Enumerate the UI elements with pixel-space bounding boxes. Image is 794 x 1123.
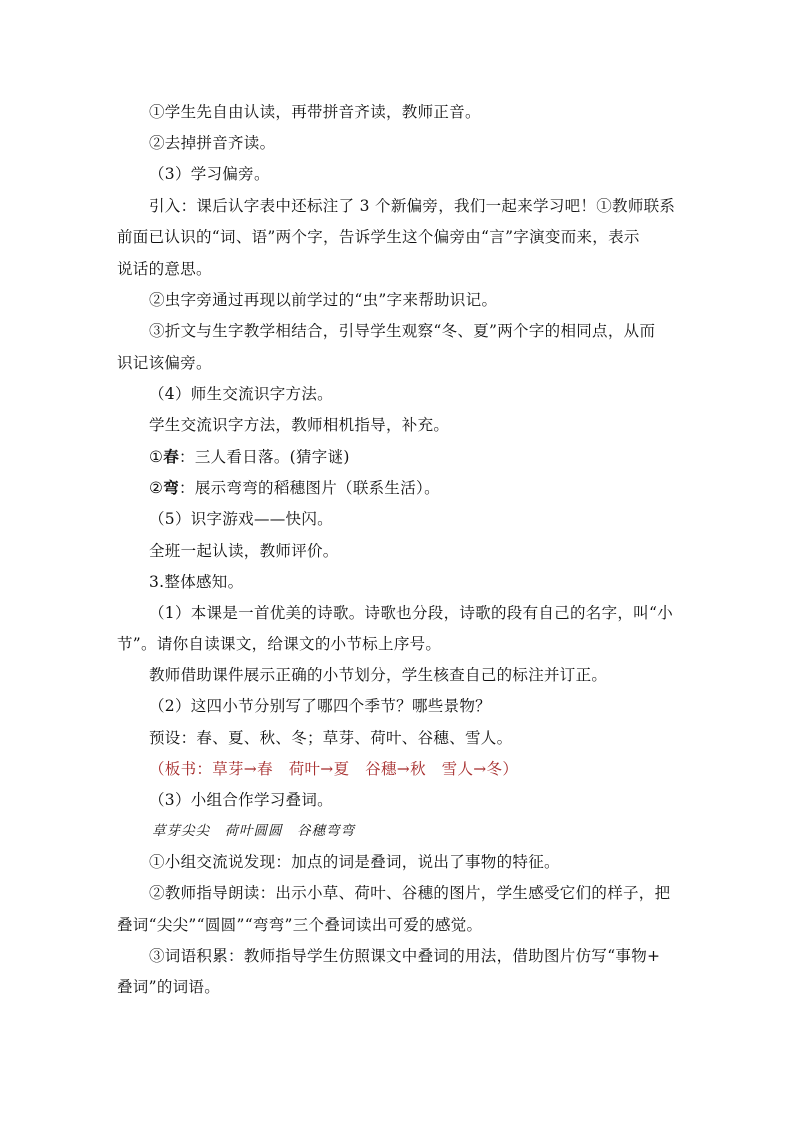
text-line: 全班一起认读，教师评价。 (149, 542, 339, 560)
text-line: 叠词”的词语。 (117, 978, 221, 996)
reduplicated-words-example: 草芽尖尖 荷叶圆圆 谷穗弯弯 (152, 823, 355, 839)
section-heading: （3）小组合作学习叠词。 (149, 791, 333, 809)
section-heading: （5）识字游戏——快闪。 (149, 510, 333, 528)
text-line: ②去掉拼音齐读。 (149, 134, 276, 152)
keyword: 弯 (163, 478, 180, 497)
text-line: 说话的意思。 (117, 260, 212, 278)
text-line: （1）本课是一首优美的诗歌。诗歌也分段，诗歌的段有自己的名字，叫“小 (149, 604, 673, 622)
text-line: （2）这四小节分别写了哪四个季节？哪些景物？ (149, 697, 491, 715)
text-line: 节”。请你自读课文，给课文的小节标上序号。 (117, 635, 442, 653)
text-line: ③词语积累：教师指导学生仿照课文中叠词的用法，借助图片仿写“事物+ (149, 947, 661, 965)
text-line (149, 478, 440, 498)
text-line (149, 447, 350, 467)
section-heading: 3.整体感知。 (149, 573, 244, 591)
list-marker: ② (149, 479, 164, 497)
text-line: 前面已认识的“词、语”两个字，告诉学生这个偏旁由“言”字演变而来，表示 (117, 228, 640, 246)
text-line: ①小组交流说发现：加点的词是叠词，说出了事物的特征。 (149, 853, 560, 871)
blackboard-note: （板书：草芽→春 荷叶→夏 谷穗→秋 雪人→冬） (149, 760, 519, 778)
text-line: 引入：课后认字表中还标注了 3 个新偏旁，我们一起来学习吧！①教师联系 (149, 197, 676, 215)
text-line: ②虫字旁通过再现以前学过的“虫”字来帮助识记。 (149, 291, 498, 309)
text-line: ②教师指导朗读：出示小草、荷叶、谷穗的图片，学生感受它们的样子，把 (149, 884, 671, 902)
line-rest: ：三人看日落。(猜字谜) (179, 448, 350, 466)
text-line: ③折文与生字教学相结合，引导学生观察“冬、夏”两个字的相同点，从而 (149, 322, 656, 340)
keyword: 春 (163, 447, 180, 466)
section-heading: （3）学习偏旁。 (149, 165, 270, 183)
text-line: 预设：春、夏、秋、冬；草芽、荷叶、谷穗、雪人。 (149, 729, 513, 747)
line-rest: ：展示弯弯的稻穗图片（联系生活）。 (179, 479, 440, 497)
list-marker: ① (149, 448, 164, 466)
text-line: ①学生先自由认读，再带拼音齐读，教师正音。 (149, 103, 481, 121)
text-line: 教师借助课件展示正确的小节划分，学生核查自己的标注并订正。 (149, 666, 608, 684)
text-line: 识记该偏旁。 (117, 354, 212, 372)
section-heading: （4）师生交流识字方法。 (149, 385, 333, 403)
text-line: 叠词“尖尖”“圆圆”“弯弯”三个叠词读出可爱的感觉。 (117, 916, 483, 934)
text-line: 学生交流识字方法，教师相机指导，补充。 (149, 416, 450, 434)
